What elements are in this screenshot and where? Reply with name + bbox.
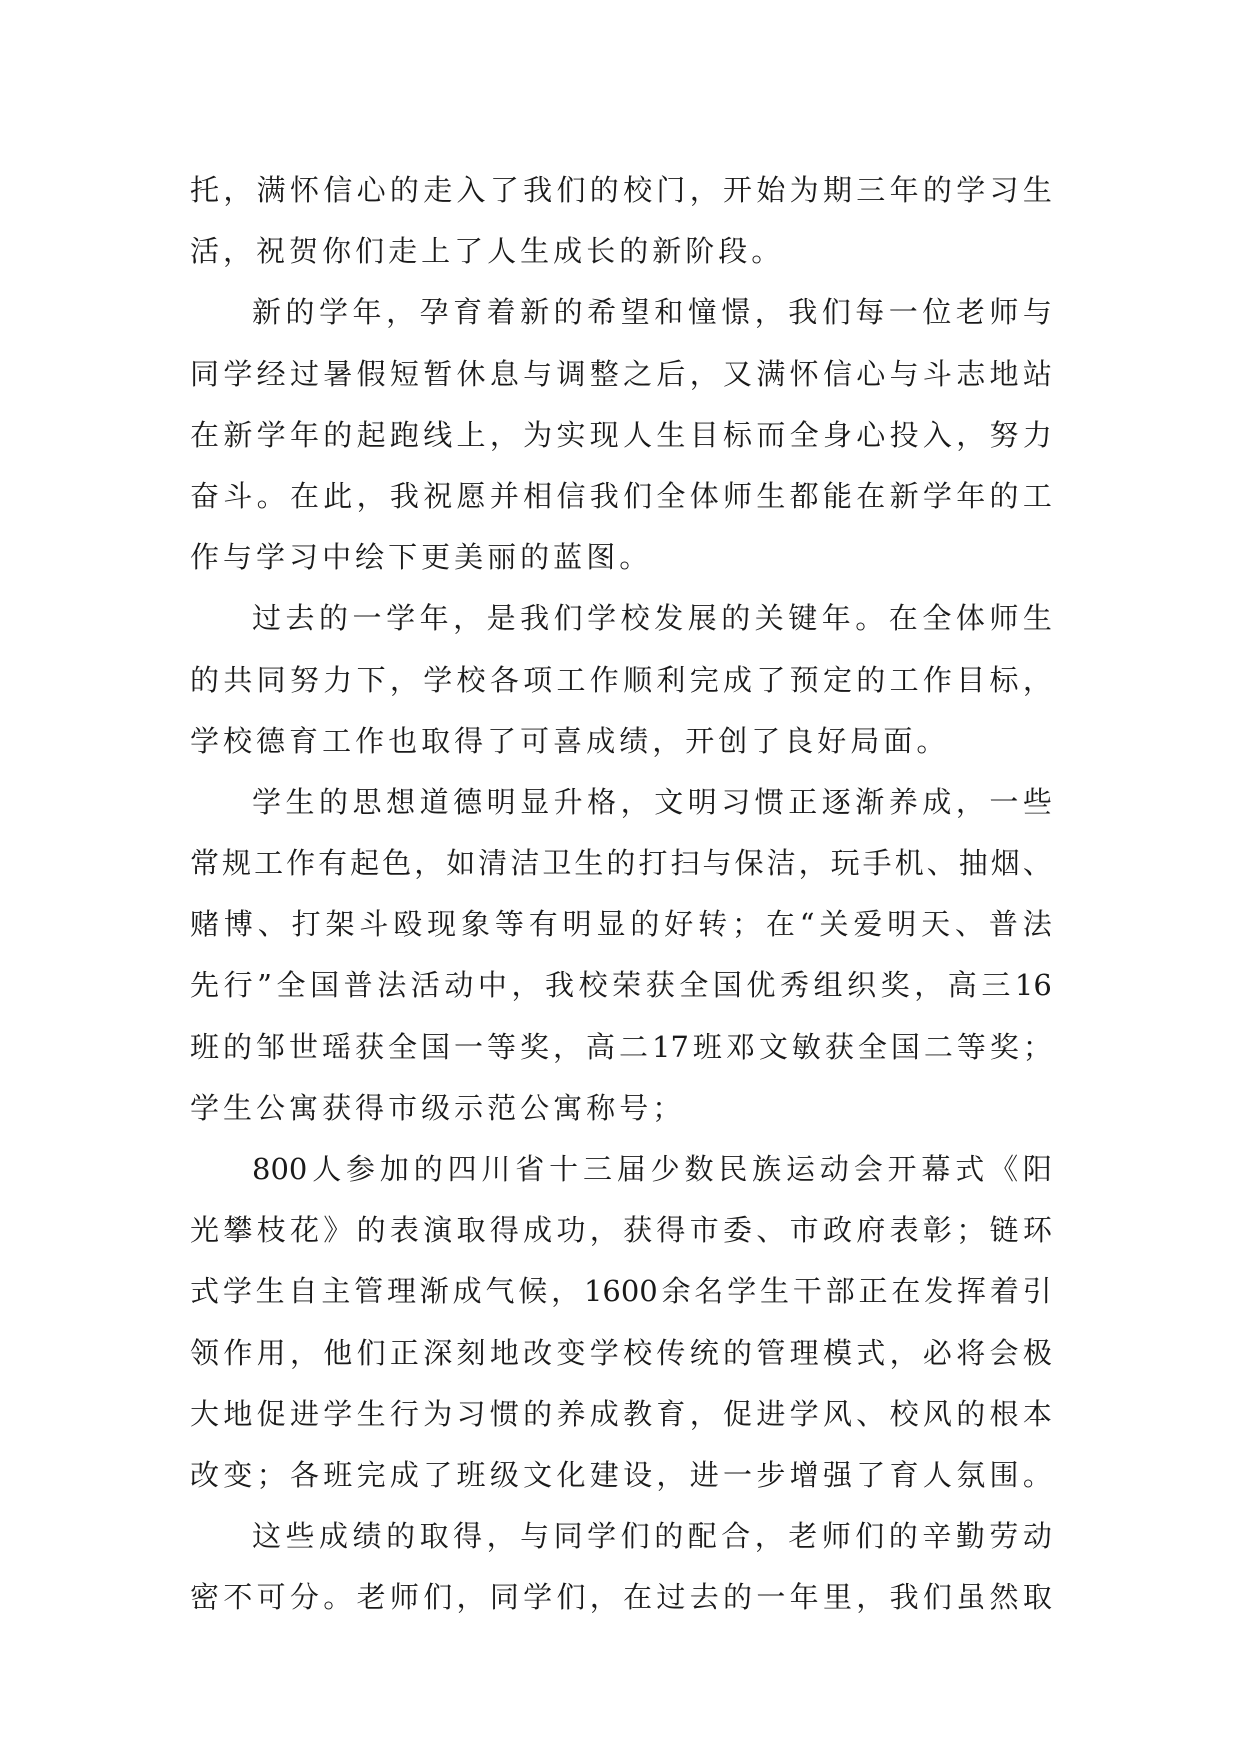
text-line: 在 新 学 年 的 起 跑 线 上 ， 为 实 现 人 生 目 标 而 全 身 心 投 入 ， 努 力 (190, 417, 1052, 452)
text-line: 奋 斗 。 在 此 ， 我 祝 愿 并 相 信 我 们 全 体 师 生 都 能 在 新 学 年 的 工 (190, 478, 1052, 513)
text-line: 托 ， 满 怀 信 心 的 走 入 了 我 们 的 校 门 ， 开 始 为 期 三 年 的 学 习 生 (190, 173, 1052, 207)
text-line: 班 的 邹 世 瑶 获 全 国 一 等 奖 ， 高 二 17 班 邓 文 敏 获 全 国 二 等 奖 ； (190, 1029, 1052, 1064)
text-line: 过 去 的 一 学 年 ， 是 我 们 学 校 发 展 的 关 键 年 。 在 全 体 师 生 (252, 601, 1052, 636)
text-line: 活 ， 祝 贺 你 们 走 上 了 人 生 成 长 的 新 阶 段 。 (190, 234, 785, 269)
text-line: 光 攀 枝 花 》 的 表 演 取 得 成 功 ， 获 得 市 委 、 市 政 府 表 彰 ； 链 环 (190, 1213, 1052, 1248)
text-line: 大 地 促 进 学 生 行 为 习 惯 的 养 成 教 育 ， 促 进 学 风 、 校 风 的 根 本 (190, 1396, 1052, 1431)
document-body (190, 160, 1052, 1629)
text-line: 领 作 用 ， 他 们 正 深 刻 地 改 变 学 校 传 统 的 管 理 模 式 ， 必 将 会 极 (190, 1335, 1052, 1370)
text-line: 改 变 ； 各 班 完 成 了 班 级 文 化 建 设 ， 进 一 步 增 强 了 育 人 氛 围 。 (190, 1457, 1052, 1492)
text-line: 800 人 参 加 的 四 川 省 十 三 届 少 数 民 族 运 动 会 开 幕 式 《 阳 (252, 1152, 1052, 1186)
text-line: 密 不 可 分 。 老 师 们 ， 同 学 们 ， 在 过 去 的 一 年 里 ， 我 们 虽 然 取 (190, 1580, 1052, 1615)
text-line: 的 共 同 努 力 下 ， 学 校 各 项 工 作 顺 利 完 成 了 预 定 的 工 作 目 标 ， (190, 662, 1052, 697)
text-line: 学 校 德 育 工 作 也 取 得 了 可 喜 成 绩 ， 开 创 了 良 好 局 面 。 (190, 723, 950, 758)
text-line: 新 的 学 年 ， 孕 育 着 新 的 希 望 和 憧 憬 ， 我 们 每 一 位 老 师 与 (252, 295, 1052, 330)
text-line: 先 行 ” 全 国 普 法 活 动 中 ， 我 校 荣 获 全 国 优 秀 组 织 奖 ， 高 三 16 (190, 968, 1052, 1003)
text-line: 学 生 的 思 想 道 德 明 显 升 格 ， 文 明 习 惯 正 逐 渐 养 成 ， 一 些 (252, 784, 1052, 819)
text-line: 式 学 生 自 主 管 理 渐 成 气 候 ， 1600 余 名 学 生 干 部 正 在 发 挥 着 引 (190, 1274, 1052, 1309)
text-line: 同 学 经 过 暑 假 短 暂 休 息 与 调 整 之 后 ， 又 满 怀 信 心 与 斗 志 地 站 (190, 356, 1052, 391)
text-line: 这 些 成 绩 的 取 得 ， 与 同 学 们 的 配 合 ， 老 师 们 的 辛 勤 劳 动 (252, 1519, 1052, 1554)
text-line: 常 规 工 作 有 起 色 ， 如 清 洁 卫 生 的 打 扫 与 保 洁 ， 玩 手 机 、 抽 烟 、 (190, 846, 1052, 881)
text-line: 作 与 学 习 中 绘 下 更 美 丽 的 蓝 图 。 (190, 540, 653, 575)
text-line: 学 生 公 寓 获 得 市 级 示 范 公 寓 称 号 ； (190, 1090, 686, 1125)
text-line: 赌 博 、 打 架 斗 殴 现 象 等 有 明 显 的 好 转 ； 在 “ 关 爱 明 天 、 普 法 (190, 907, 1052, 942)
